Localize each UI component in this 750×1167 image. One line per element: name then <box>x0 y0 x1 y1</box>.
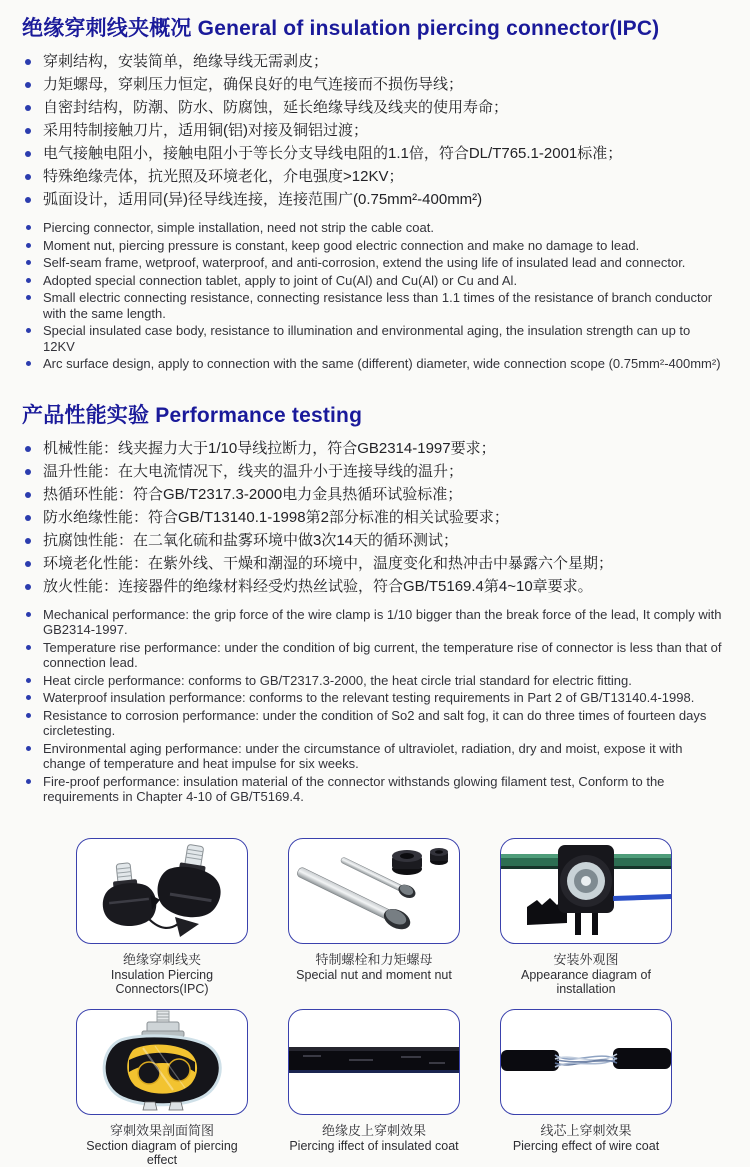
bullet-item <box>22 673 724 689</box>
insulated-coat-illustration <box>289 1010 459 1114</box>
bullet-item <box>22 578 724 596</box>
bullet-item <box>22 122 724 140</box>
caption-en: Appearance diagram of installation <box>521 967 651 996</box>
bullet-text: 电气接触电阻小，接触电阻小于等长分支导线电阻的1.1倍，符合DL/T765.1-2001标准； <box>43 145 623 162</box>
bullet-text: Mechanical performance: the grip force of the wire clamp is 1/10 bigger than the break force of the lead, It comply with GB2314-1997. <box>43 606 722 637</box>
bullet-text: 采用特制接触刀片，适用铜(铝)对接及铜铝过渡； <box>43 122 368 139</box>
gallery-item <box>76 838 248 996</box>
section1-bullets-zh <box>22 53 724 209</box>
caption-en: Section diagram of piercing effect <box>86 1138 238 1167</box>
bullet-item <box>22 640 724 671</box>
bullet-item <box>22 440 724 458</box>
caption-zh: 穿刺效果剖面简图 <box>109 1122 214 1138</box>
bullet-text: 特殊绝缘壳体，抗光照及环境老化，介电强度>12KV； <box>43 168 404 185</box>
bullet-text: Piercing connector, simple installation, need not strip the cable coat. <box>43 220 434 235</box>
gallery-item <box>288 838 460 996</box>
photo-installation-appearance <box>500 838 672 944</box>
bullet-text: Waterproof insulation performance: conforms to the relevant testing requirements in Part 2 of GB/T13140.4-1998. <box>43 690 695 705</box>
bullet-item <box>22 145 724 163</box>
bullet-dot-icon <box>25 151 31 157</box>
bullet-dot-icon <box>25 446 31 452</box>
bullet-item <box>22 509 724 527</box>
photo-special-bolt-and-moment-nut <box>288 838 460 944</box>
bullet-dot-icon <box>26 295 31 300</box>
bullet-dot-icon <box>25 492 31 498</box>
installation-illustration <box>501 839 671 943</box>
section1-heading-en: General of insulation piercing connector(IPC) <box>197 17 660 40</box>
performance-section <box>22 399 724 805</box>
bullet-dot-icon <box>26 243 31 248</box>
caption-zh: 绝缘皮上穿刺效果 <box>321 1122 426 1138</box>
bullet-dot-icon <box>26 278 31 283</box>
caption-zh: 绝缘穿刺线夹 <box>122 951 201 967</box>
bullet-dot-icon <box>25 515 31 521</box>
photo-insulation-piercing-connectors <box>76 838 248 944</box>
bullet-text: 穿刺结构，安装简单，绝缘导线无需剥皮； <box>43 53 329 70</box>
bullet-dot-icon <box>26 713 31 718</box>
caption-zh: 安装外观图 <box>553 951 619 967</box>
bullet-text: 防水绝缘性能：符合GB/T13140.1-1998第2部分标准的相关试验要求； <box>43 508 509 526</box>
caption-en: Piercing iffect of insulated coat <box>289 1138 459 1153</box>
bullet-item <box>22 708 724 739</box>
bullet-item <box>22 555 724 573</box>
bullet-text: 机械性能：线夹握力大于1/10导线拉断力，符合GB2314-1997要求； <box>43 439 496 457</box>
section1-heading <box>22 12 724 42</box>
bullet-text: 力矩螺母，穿刺压力恒定，确保良好的电气连接而不损伤导线； <box>43 76 464 93</box>
bullet-text: 弧面设计，适用同(异)径导线连接，连接范围广(0.75mm²-400mm²) <box>43 191 483 208</box>
bullet-item <box>22 191 724 209</box>
bullet-dot-icon <box>26 361 31 366</box>
bullet-item <box>22 607 724 638</box>
caption-zh: 特制螺栓和力矩螺母 <box>315 951 433 967</box>
bolts-nuts-illustration <box>289 839 459 943</box>
bullet-text: Heat circle performance: conforms to GB/T2317.3-2000, the heat circle trial standard for electric fitting. <box>43 672 632 688</box>
bullet-item <box>22 255 724 271</box>
photo-piercing-section-diagram <box>76 1009 248 1115</box>
bullet-dot-icon <box>26 695 31 700</box>
bullet-dot-icon <box>25 538 31 544</box>
bullet-dot-icon <box>25 105 31 111</box>
bullet-text: Environmental aging performance: under the circumstance of ultraviolet, radiation, dry and moist, expose it with change of temperature and heat impulse for six weeks. <box>43 740 683 771</box>
bullet-item <box>22 76 724 94</box>
bullet-text: Resistance to corrosion performance: under the condition of So2 and salt fog, it can do three times of fourteen days circletesting. <box>43 707 707 738</box>
bullet-dot-icon <box>25 197 31 203</box>
section1-bullets-en <box>22 220 724 372</box>
bullet-item <box>22 690 724 706</box>
section2-heading-zh: 产品性能实验 <box>22 403 150 427</box>
bullet-text: 自密封结构，防潮、防水、防腐蚀，延长绝缘导线及线夹的使用寿命； <box>43 99 509 116</box>
gallery-item <box>288 1009 460 1167</box>
bullet-item <box>22 486 724 504</box>
bullet-text: 环境老化性能：在紫外线、干燥和潮湿的环境中，温度变化和热冲击中暴露六个星期； <box>43 554 614 572</box>
bullet-text: Arc surface design, apply to connection with the same (different) diameter, wide connection scope (0.75mm²-400mm²) <box>43 356 721 371</box>
bullet-item <box>22 290 724 321</box>
bullet-item <box>22 220 724 236</box>
bullet-item <box>22 168 724 186</box>
bullet-item <box>22 774 724 805</box>
bullet-dot-icon <box>25 469 31 475</box>
bullet-text: Self-seam frame, wetproof, waterproof, and anti-corrosion, extend the using life of insulated lead and connector. <box>43 255 686 270</box>
bullet-dot-icon <box>26 225 31 230</box>
bullet-dot-icon <box>25 174 31 180</box>
section2-bullets-en <box>22 607 724 805</box>
bullet-text: Special insulated case body, resistance to illumination and environmental aging, the insulation strength can up to 12KV <box>43 323 691 354</box>
bullet-text: 热循环性能：符合GB/T2317.3-2000电力金具热循环试验标准； <box>43 485 463 503</box>
bullet-text: Temperature rise performance: under the condition of big current, the temperature rise of connector is less than that of connection lead. <box>43 639 722 670</box>
bullet-item <box>22 741 724 772</box>
bullet-item <box>22 463 724 481</box>
product-photo-gallery <box>22 838 724 1167</box>
bullet-item <box>22 532 724 550</box>
bullet-dot-icon <box>26 260 31 265</box>
bullet-text: Moment nut, piercing pressure is constant, keep good electric connection and make no damage to lead. <box>43 237 640 253</box>
bullet-dot-icon <box>25 82 31 88</box>
caption-en: Insulation Piercing Connectors(IPC) <box>110 967 214 996</box>
gallery-item <box>500 1009 672 1167</box>
bullet-dot-icon <box>26 746 31 751</box>
bullet-dot-icon <box>25 561 31 567</box>
bullet-dot-icon <box>26 645 31 650</box>
bullet-item <box>22 238 724 254</box>
gallery-item <box>500 838 672 996</box>
bullet-item <box>22 53 724 71</box>
bullet-item <box>22 273 724 289</box>
bullet-text: 抗腐蚀性能：在二氧化硫和盐雾环境中做3次14天的循环测试； <box>43 531 459 549</box>
bullet-item <box>22 356 724 372</box>
bullet-dot-icon <box>25 128 31 134</box>
section-diagram-illustration <box>77 1010 247 1114</box>
bullet-dot-icon <box>25 584 31 590</box>
bullet-dot-icon <box>26 678 31 683</box>
bullet-dot-icon <box>26 328 31 333</box>
bullet-item <box>22 323 724 354</box>
section1-heading-zh: 绝缘穿刺线夹概况 <box>22 17 192 40</box>
bullet-dot-icon <box>26 779 31 784</box>
bullet-text: 放火性能：连接器件的绝缘材料经受灼热丝试验，符合GB/T5169.4第4~10章要求。 <box>43 577 593 595</box>
wire-core-illustration <box>501 1010 671 1114</box>
caption-en: Piercing effect of wire coat <box>512 1138 660 1153</box>
photo-piercing-effect-wire-core <box>500 1009 672 1115</box>
bullet-dot-icon <box>26 612 31 617</box>
bullet-item <box>22 99 724 117</box>
bullet-text: Adopted special connection tablet, apply to joint of Cu(Al) and Cu(Al) or Cu and Al. <box>43 272 518 288</box>
bullet-dot-icon <box>25 59 31 65</box>
caption-zh: 线芯上穿刺效果 <box>540 1122 632 1138</box>
section2-heading-en: Performance testing <box>155 403 363 427</box>
bullet-text: Small electric connecting resistance, connecting resistance less than 1.1 times of the resistance of branch conductor with the same length. <box>43 290 713 321</box>
caption-en: Special nut and moment nut <box>296 967 452 982</box>
gallery-item <box>76 1009 248 1167</box>
section2-heading <box>22 399 724 429</box>
section2-bullets-zh <box>22 440 724 596</box>
ipc-connectors-illustration <box>77 839 247 943</box>
bullet-text: Fire-proof performance: insulation material of the connector withstands glowing filament test, Conform to the requirements in Chapter 4-10 of GB/T5169.4. <box>43 773 665 804</box>
bullet-text: 温升性能：在大电流情况下，线夹的温升小于连接导线的温升； <box>43 462 464 480</box>
photo-piercing-effect-insulated-coat <box>288 1009 460 1115</box>
